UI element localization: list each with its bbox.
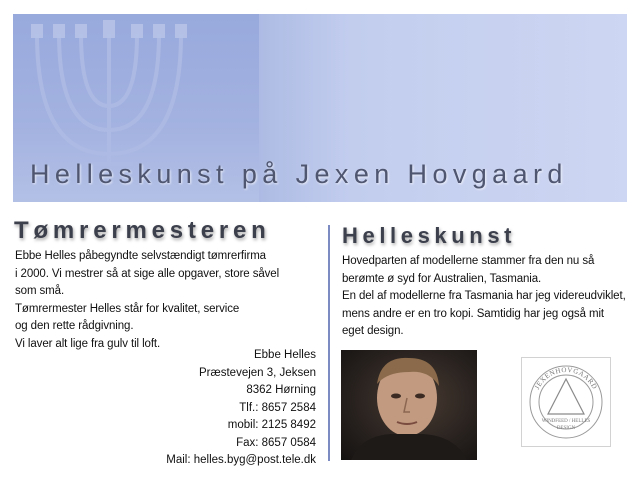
text-line: i 2000. Vi mestrer så at sige alle opgaver, store såvel: [15, 267, 280, 280]
text-line: som små.: [15, 285, 65, 297]
contact-email-link[interactable]: Mail: helles.byg@post.tele.dk: [166, 454, 316, 466]
column-divider: [328, 225, 330, 461]
logo-arc-text: JEXENHOVGAARD: [533, 365, 599, 391]
portrait-photo: [341, 350, 477, 460]
left-column-heading: Tømrermesteren: [14, 217, 271, 244]
right-intro-text: [342, 253, 626, 341]
text-line: Tømrermester Helles står for kvalitet, service: [15, 302, 240, 315]
text-line: En del af modellerne fra Tasmania har jeg videreudviklet,: [342, 290, 626, 302]
contact-phone: Tlf.: 8657 2584: [239, 401, 316, 414]
contact-block: [150, 347, 316, 470]
contact-street: Præstevejen 3, Jeksen: [199, 366, 316, 379]
logo-line-1: WINDFEED / HELLES: [541, 419, 591, 424]
right-column-heading: Helleskunst: [342, 223, 517, 248]
jexen-hovgaard-logo: [521, 357, 611, 447]
portrait-illustration: [341, 350, 477, 460]
logo-emblem: [522, 358, 610, 446]
contact-mobile: mobil: 2125 8492: [227, 419, 316, 431]
header-banner: [13, 14, 627, 202]
text-line: mens andre er en tro kopi. Samtidig har jeg også mit: [342, 307, 604, 320]
left-intro-text: [15, 248, 279, 353]
logo-line-2: DESIGN: [556, 426, 576, 431]
text-line: Ebbe Helles påbegyndte selvstændigt tømrerfirma: [15, 250, 266, 262]
text-line: Vi laver alt lige fra gulv til loft.: [15, 337, 161, 350]
text-line: og den rette rådgivning.: [15, 320, 134, 332]
contact-city: 8362 Hørning: [246, 384, 316, 396]
site-title: Helleskunst på Jexen Hovgaard: [30, 159, 568, 189]
contact-fax: Fax: 8657 0584: [236, 436, 316, 449]
text-line: eget design.: [342, 325, 404, 337]
text-line: Hovedparten af modellerne stammer fra den nu så: [342, 255, 595, 267]
text-line: berømte ø syd for Australien, Tasmania.: [342, 272, 542, 285]
contact-name: Ebbe Helles: [253, 349, 316, 361]
